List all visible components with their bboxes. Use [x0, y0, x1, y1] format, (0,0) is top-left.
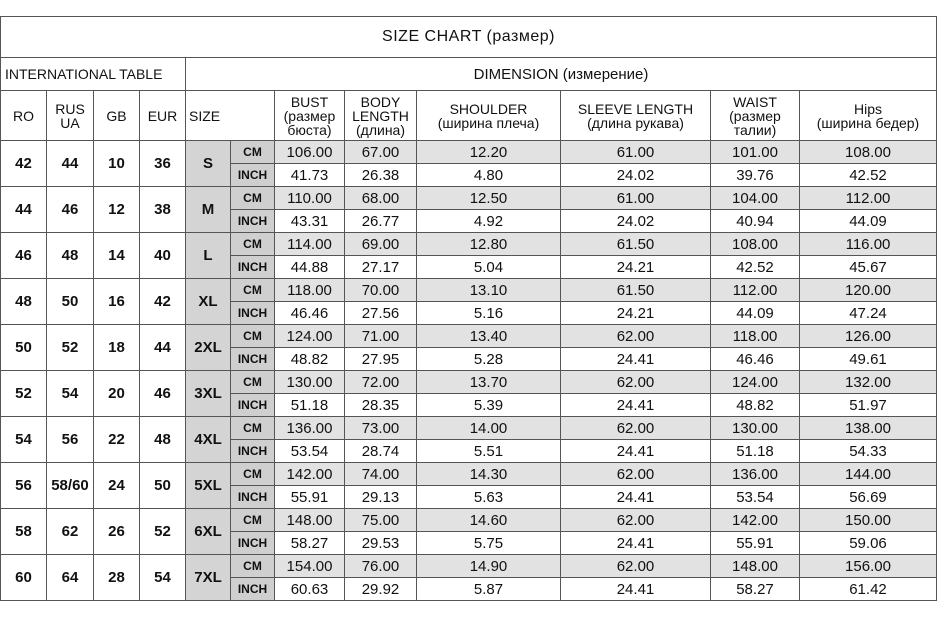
cell-inch-sleeve-length: 24.21 — [561, 256, 711, 279]
cell-cm-body-length: 76.00 — [345, 555, 417, 578]
header-length-line1: BODY — [360, 93, 401, 110]
size-table — [0, 16, 937, 601]
cell-inch-sleeve-length: 24.41 — [561, 348, 711, 371]
cell-gb: 16 — [94, 279, 140, 325]
cell-inch-waist: 42.52 — [711, 256, 800, 279]
cell-inch-body-length: 29.53 — [345, 532, 417, 555]
cell-inch-shoulder: 5.87 — [417, 578, 561, 601]
cell-inch-shoulder: 5.28 — [417, 348, 561, 371]
header-size — [186, 91, 275, 141]
cell-inch-waist: 40.94 — [711, 210, 800, 233]
cell-cm-bust: 110.00 — [275, 187, 345, 210]
dimension-label: DIMENSION (измерение) — [186, 58, 937, 91]
cell-eur: 42 — [140, 279, 186, 325]
header-hips — [800, 91, 937, 141]
table-row — [1, 187, 937, 210]
cell-size: 4XL — [186, 417, 231, 463]
cell-size: S — [186, 141, 231, 187]
cell-cm-sleeve-length: 61.00 — [561, 141, 711, 164]
header-eur — [140, 91, 186, 141]
cell-inch-sleeve-length: 24.02 — [561, 210, 711, 233]
cell-inch-hips: 44.09 — [800, 210, 937, 233]
cell-eur: 44 — [140, 325, 186, 371]
unit-inch-label: INCH — [231, 486, 275, 509]
cell-inch-shoulder: 5.04 — [417, 256, 561, 279]
unit-inch-label: INCH — [231, 348, 275, 371]
cell-cm-bust: 136.00 — [275, 417, 345, 440]
cell-inch-hips: 45.67 — [800, 256, 937, 279]
cell-cm-sleeve-length: 62.00 — [561, 463, 711, 486]
cell-eur: 52 — [140, 509, 186, 555]
cell-inch-shoulder: 4.92 — [417, 210, 561, 233]
cell-inch-body-length: 26.77 — [345, 210, 417, 233]
column-header-row — [1, 91, 937, 141]
header-bust-line1: BUST — [290, 93, 329, 110]
cell-cm-hips: 116.00 — [800, 233, 937, 256]
unit-cm-label: CM — [231, 417, 275, 440]
cell-inch-bust: 60.63 — [275, 578, 345, 601]
cell-eur: 48 — [140, 417, 186, 463]
header-body-length — [345, 91, 417, 141]
unit-inch-label: INCH — [231, 164, 275, 187]
cell-cm-hips: 138.00 — [800, 417, 937, 440]
cell-inch-sleeve-length: 24.41 — [561, 532, 711, 555]
unit-cm-label: CM — [231, 555, 275, 578]
unit-cm-label: CM — [231, 279, 275, 302]
unit-inch-label: INCH — [231, 578, 275, 601]
cell-inch-hips: 49.61 — [800, 348, 937, 371]
header-hips-line1: Hips — [853, 100, 882, 117]
cell-cm-hips: 120.00 — [800, 279, 937, 302]
cell-inch-sleeve-length: 24.41 — [561, 440, 711, 463]
cell-cm-sleeve-length: 61.50 — [561, 279, 711, 302]
unit-inch-label: INCH — [231, 256, 275, 279]
cell-size: M — [186, 187, 231, 233]
table-row — [1, 555, 937, 578]
cell-cm-body-length: 71.00 — [345, 325, 417, 348]
table-row — [1, 417, 937, 440]
cell-ro: 42 — [1, 141, 47, 187]
cell-inch-hips: 56.69 — [800, 486, 937, 509]
cell-cm-waist: 101.00 — [711, 141, 800, 164]
cell-gb: 14 — [94, 233, 140, 279]
cell-inch-sleeve-length: 24.41 — [561, 578, 711, 601]
header-rus — [47, 91, 94, 141]
header-sleeve-length — [561, 91, 711, 141]
cell-rus: 52 — [47, 325, 94, 371]
cell-inch-bust: 46.46 — [275, 302, 345, 325]
cell-gb: 26 — [94, 509, 140, 555]
header-bust-line3: бюста) — [287, 121, 332, 138]
cell-inch-sleeve-length: 24.21 — [561, 302, 711, 325]
cell-inch-waist: 46.46 — [711, 348, 800, 371]
header-shoulder — [417, 91, 561, 141]
cell-gb: 12 — [94, 187, 140, 233]
cell-cm-waist: 130.00 — [711, 417, 800, 440]
cell-cm-shoulder: 14.30 — [417, 463, 561, 486]
cell-ro: 46 — [1, 233, 47, 279]
cell-cm-shoulder: 13.40 — [417, 325, 561, 348]
cell-inch-shoulder: 5.75 — [417, 532, 561, 555]
cell-inch-hips: 51.97 — [800, 394, 937, 417]
unit-inch-label: INCH — [231, 302, 275, 325]
cell-inch-body-length: 28.74 — [345, 440, 417, 463]
unit-cm-label: CM — [231, 233, 275, 256]
cell-ro: 56 — [1, 463, 47, 509]
cell-inch-body-length: 27.56 — [345, 302, 417, 325]
cell-rus: 44 — [47, 141, 94, 187]
table-row — [1, 509, 937, 532]
cell-gb: 20 — [94, 371, 140, 417]
cell-cm-waist: 112.00 — [711, 279, 800, 302]
cell-inch-body-length: 28.35 — [345, 394, 417, 417]
cell-inch-bust: 41.73 — [275, 164, 345, 187]
cell-cm-shoulder: 14.90 — [417, 555, 561, 578]
cell-cm-waist: 118.00 — [711, 325, 800, 348]
cell-ro: 60 — [1, 555, 47, 601]
cell-inch-waist: 39.76 — [711, 164, 800, 187]
cell-gb: 10 — [94, 141, 140, 187]
cell-cm-body-length: 73.00 — [345, 417, 417, 440]
cell-cm-sleeve-length: 61.00 — [561, 187, 711, 210]
cell-cm-hips: 156.00 — [800, 555, 937, 578]
cell-inch-bust: 43.31 — [275, 210, 345, 233]
table-row — [1, 141, 937, 164]
cell-inch-body-length: 29.13 — [345, 486, 417, 509]
cell-inch-hips: 61.42 — [800, 578, 937, 601]
header-waist-line3: талии) — [733, 121, 777, 138]
cell-cm-shoulder: 13.10 — [417, 279, 561, 302]
cell-cm-bust: 148.00 — [275, 509, 345, 532]
header-length-line2: LENGTH — [352, 107, 409, 124]
header-shoulder-line2: (ширина плеча) — [437, 114, 540, 131]
cell-gb: 22 — [94, 417, 140, 463]
cell-inch-waist: 44.09 — [711, 302, 800, 325]
cell-cm-sleeve-length: 61.50 — [561, 233, 711, 256]
table-row — [1, 463, 937, 486]
cell-size: 3XL — [186, 371, 231, 417]
header-ro — [1, 91, 47, 141]
cell-inch-bust: 53.54 — [275, 440, 345, 463]
cell-inch-shoulder: 5.63 — [417, 486, 561, 509]
cell-inch-bust: 58.27 — [275, 532, 345, 555]
cell-rus: 48 — [47, 233, 94, 279]
cell-inch-body-length: 27.95 — [345, 348, 417, 371]
cell-rus: 46 — [47, 187, 94, 233]
cell-inch-sleeve-length: 24.02 — [561, 164, 711, 187]
table-row — [1, 325, 937, 348]
cell-cm-waist: 124.00 — [711, 371, 800, 394]
header-waist-line2: (размер — [729, 107, 781, 124]
unit-inch-label: INCH — [231, 210, 275, 233]
cell-inch-waist: 53.54 — [711, 486, 800, 509]
cell-rus: 62 — [47, 509, 94, 555]
cell-ro: 50 — [1, 325, 47, 371]
header-eur-text: EUR — [147, 107, 178, 124]
cell-rus: 58/60 — [47, 463, 94, 509]
unit-inch-label: INCH — [231, 440, 275, 463]
unit-cm-label: CM — [231, 509, 275, 532]
cell-rus: 64 — [47, 555, 94, 601]
cell-cm-waist: 104.00 — [711, 187, 800, 210]
cell-cm-shoulder: 12.20 — [417, 141, 561, 164]
cell-gb: 24 — [94, 463, 140, 509]
cell-inch-bust: 51.18 — [275, 394, 345, 417]
cell-cm-body-length: 69.00 — [345, 233, 417, 256]
cell-ro: 54 — [1, 417, 47, 463]
cell-cm-body-length: 67.00 — [345, 141, 417, 164]
cell-cm-shoulder: 12.80 — [417, 233, 561, 256]
cell-cm-waist: 148.00 — [711, 555, 800, 578]
cell-inch-body-length: 26.38 — [345, 164, 417, 187]
international-table-label: INTERNATIONAL TABLE — [1, 58, 186, 91]
cell-ro: 52 — [1, 371, 47, 417]
cell-inch-body-length: 27.17 — [345, 256, 417, 279]
cell-size: 7XL — [186, 555, 231, 601]
cell-cm-body-length: 70.00 — [345, 279, 417, 302]
cell-inch-bust: 44.88 — [275, 256, 345, 279]
cell-size: 5XL — [186, 463, 231, 509]
cell-eur: 36 — [140, 141, 186, 187]
cell-cm-bust: 154.00 — [275, 555, 345, 578]
cell-cm-hips: 150.00 — [800, 509, 937, 532]
cell-cm-shoulder: 14.60 — [417, 509, 561, 532]
cell-cm-body-length: 72.00 — [345, 371, 417, 394]
header-rus-line1: RUS — [55, 100, 85, 117]
cell-cm-sleeve-length: 62.00 — [561, 325, 711, 348]
cell-inch-waist: 51.18 — [711, 440, 800, 463]
cell-inch-hips: 59.06 — [800, 532, 937, 555]
cell-eur: 54 — [140, 555, 186, 601]
cell-gb: 18 — [94, 325, 140, 371]
unit-cm-label: CM — [231, 463, 275, 486]
cell-inch-sleeve-length: 24.41 — [561, 486, 711, 509]
header-gb-text: GB — [106, 107, 127, 124]
cell-eur: 40 — [140, 233, 186, 279]
cell-cm-bust: 114.00 — [275, 233, 345, 256]
cell-inch-body-length: 29.92 — [345, 578, 417, 601]
cell-cm-sleeve-length: 62.00 — [561, 555, 711, 578]
cell-size: L — [186, 233, 231, 279]
header-sleeve-line1: SLEEVE LENGTH — [577, 100, 694, 117]
cell-rus: 54 — [47, 371, 94, 417]
header-bust — [275, 91, 345, 141]
header-size-text: SIZE — [189, 107, 221, 124]
cell-ro: 48 — [1, 279, 47, 325]
cell-cm-bust: 130.00 — [275, 371, 345, 394]
header-ro-text: RO — [13, 107, 34, 124]
header-bust-line2: (размер — [283, 107, 336, 124]
cell-cm-body-length: 75.00 — [345, 509, 417, 532]
cell-inch-shoulder: 5.16 — [417, 302, 561, 325]
header-shoulder-line1: SHOULDER — [449, 100, 528, 117]
header-waist — [711, 91, 800, 141]
table-row — [1, 279, 937, 302]
table-row — [1, 371, 937, 394]
cell-cm-hips: 132.00 — [800, 371, 937, 394]
unit-cm-label: CM — [231, 371, 275, 394]
cell-cm-hips: 126.00 — [800, 325, 937, 348]
cell-inch-sleeve-length: 24.41 — [561, 394, 711, 417]
cell-cm-sleeve-length: 62.00 — [561, 509, 711, 532]
cell-inch-shoulder: 5.51 — [417, 440, 561, 463]
cell-inch-hips: 47.24 — [800, 302, 937, 325]
cell-eur: 46 — [140, 371, 186, 417]
cell-size: XL — [186, 279, 231, 325]
cell-cm-hips: 144.00 — [800, 463, 937, 486]
cell-inch-waist: 55.91 — [711, 532, 800, 555]
cell-inch-bust: 55.91 — [275, 486, 345, 509]
cell-inch-shoulder: 5.39 — [417, 394, 561, 417]
cell-cm-bust: 124.00 — [275, 325, 345, 348]
unit-inch-label: INCH — [231, 532, 275, 555]
cell-size: 6XL — [186, 509, 231, 555]
cell-cm-bust: 118.00 — [275, 279, 345, 302]
header-length-line3: (длина) — [356, 121, 405, 138]
cell-cm-bust: 142.00 — [275, 463, 345, 486]
cell-cm-waist: 136.00 — [711, 463, 800, 486]
cell-rus: 50 — [47, 279, 94, 325]
cell-cm-sleeve-length: 62.00 — [561, 371, 711, 394]
cell-inch-hips: 54.33 — [800, 440, 937, 463]
cell-cm-waist: 108.00 — [711, 233, 800, 256]
cell-eur: 38 — [140, 187, 186, 233]
header-sleeve-line2: (длина рукава) — [587, 114, 684, 131]
header-gb — [94, 91, 140, 141]
cell-cm-hips: 108.00 — [800, 141, 937, 164]
header-hips-line2: (ширина бедер) — [816, 114, 920, 131]
unit-cm-label: CM — [231, 141, 275, 164]
header-waist-line1: WAIST — [733, 93, 777, 110]
cell-ro: 58 — [1, 509, 47, 555]
unit-cm-label: CM — [231, 187, 275, 210]
cell-rus: 56 — [47, 417, 94, 463]
cell-cm-shoulder: 14.00 — [417, 417, 561, 440]
cell-size: 2XL — [186, 325, 231, 371]
unit-cm-label: CM — [231, 325, 275, 348]
cell-cm-body-length: 74.00 — [345, 463, 417, 486]
unit-inch-label: INCH — [231, 394, 275, 417]
cell-gb: 28 — [94, 555, 140, 601]
header-rus-line2: UA — [60, 114, 80, 131]
cell-cm-shoulder: 12.50 — [417, 187, 561, 210]
cell-inch-waist: 48.82 — [711, 394, 800, 417]
cell-cm-bust: 106.00 — [275, 141, 345, 164]
cell-cm-sleeve-length: 62.00 — [561, 417, 711, 440]
chart-title: SIZE CHART (размер) — [1, 17, 937, 58]
cell-cm-waist: 142.00 — [711, 509, 800, 532]
cell-inch-hips: 42.52 — [800, 164, 937, 187]
cell-eur: 50 — [140, 463, 186, 509]
table-row — [1, 233, 937, 256]
cell-inch-shoulder: 4.80 — [417, 164, 561, 187]
cell-inch-waist: 58.27 — [711, 578, 800, 601]
cell-cm-shoulder: 13.70 — [417, 371, 561, 394]
cell-ro: 44 — [1, 187, 47, 233]
cell-cm-hips: 112.00 — [800, 187, 937, 210]
cell-inch-bust: 48.82 — [275, 348, 345, 371]
cell-cm-body-length: 68.00 — [345, 187, 417, 210]
